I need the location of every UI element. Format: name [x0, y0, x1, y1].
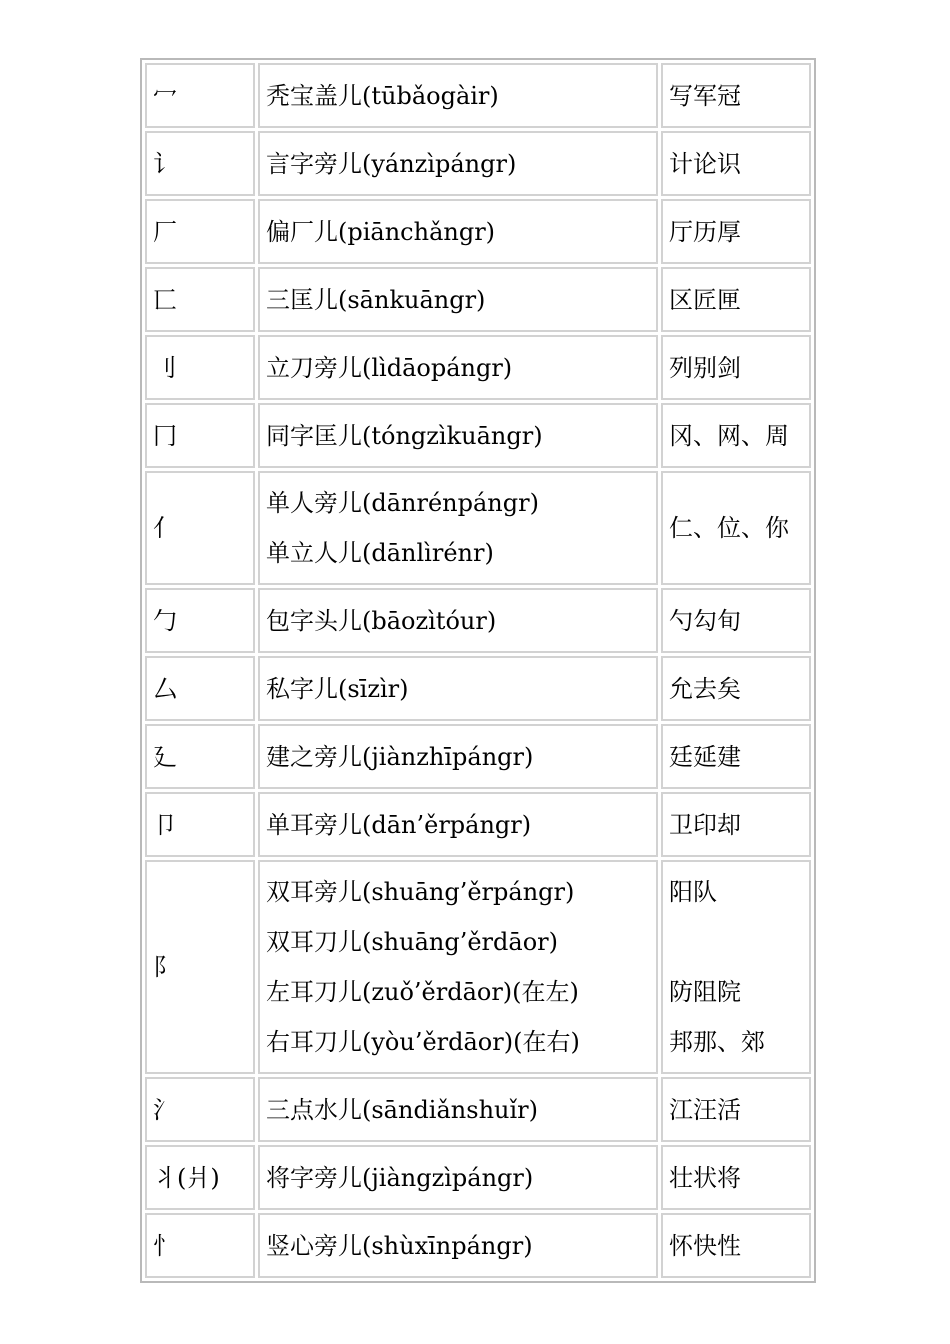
radical-table-body — [145, 63, 811, 1278]
example-chars-cell — [661, 1077, 811, 1142]
table-row — [145, 656, 811, 721]
radical-name-line: 双耳旁儿(shuāng’ěrpángr) — [266, 878, 575, 906]
radical-cell: 冂 — [145, 403, 255, 468]
example-chars-cell — [661, 199, 811, 264]
radical-name-line: 双耳刀儿(shuāng’ěrdāor) — [266, 928, 558, 956]
table-row — [145, 335, 811, 400]
table-row — [145, 403, 811, 468]
example-chars-line — [669, 917, 809, 967]
example-chars-cell — [661, 267, 811, 332]
example-chars-line: 阳队 — [669, 878, 717, 906]
example-chars-line: 列别剑 — [669, 353, 741, 382]
radical-name-line: 私字儿(sīzìr) — [266, 674, 409, 703]
table-row — [145, 199, 811, 264]
radical-name-line: 包字头儿(bāozìtóur) — [266, 606, 497, 635]
radical-name-line: 同字匡儿(tóngzìkuāngr) — [266, 421, 543, 450]
radical-name-line: 秃宝盖儿(tūbǎogàir) — [266, 81, 499, 110]
radical-cell: 氵 — [145, 1077, 255, 1142]
radical-name-line: 单立人儿(dānlìrénr) — [266, 539, 494, 567]
radical-name-cell — [258, 724, 658, 789]
radical-cell: 忄 — [145, 1213, 255, 1278]
example-chars-cell — [661, 471, 811, 585]
radical-name-cell — [258, 403, 658, 468]
radical-name-line: 单耳旁儿(dān’ěrpángr) — [266, 810, 532, 839]
example-chars-cell — [661, 335, 811, 400]
radical-name-line: 立刀旁儿(lìdāopángr) — [266, 353, 513, 382]
table-row — [145, 1145, 811, 1210]
radical-name-cell — [258, 131, 658, 196]
radical-name-cell — [258, 1077, 658, 1142]
radical-cell: 勹 — [145, 588, 255, 653]
table-row — [145, 471, 811, 585]
radical-table — [140, 58, 816, 1283]
example-chars-cell — [661, 724, 811, 789]
radical-cell: 刂 — [145, 335, 255, 400]
radical-name-cell — [258, 267, 658, 332]
radical-name-cell — [258, 792, 658, 857]
radical-cell: 讠 — [145, 131, 255, 196]
table-row — [145, 588, 811, 653]
example-chars-line: 允去矣 — [669, 674, 741, 703]
radical-cell: 卩 — [145, 792, 255, 857]
radical-name-line: 三匡儿(sānkuāngr) — [266, 285, 486, 314]
radical-cell: 匸 — [145, 267, 255, 332]
radical-name-cell — [258, 63, 658, 128]
example-chars-cell — [661, 1213, 811, 1278]
table-row — [145, 792, 811, 857]
radical-name-line: 单人旁儿(dānrénpángr) — [266, 489, 539, 517]
radical-name-cell — [258, 656, 658, 721]
example-chars-line: 壮状将 — [669, 1163, 741, 1192]
radical-cell: 丬(爿) — [145, 1145, 255, 1210]
radical-name-line: 竖心旁儿(shùxīnpángr) — [266, 1231, 533, 1260]
table-row — [145, 724, 811, 789]
example-chars-cell — [661, 131, 811, 196]
example-chars-line: 区匠匣 — [669, 285, 741, 314]
table-row — [145, 860, 811, 1074]
radical-cell: 厂 — [145, 199, 255, 264]
example-chars-line: 江汪活 — [669, 1095, 741, 1124]
radical-name-cell — [258, 471, 658, 585]
example-chars-cell — [661, 792, 811, 857]
radical-name-line: 左耳刀儿(zuǒ’ěrdāor)(在左) — [266, 978, 579, 1006]
radical-cell: 冖 — [145, 63, 255, 128]
example-chars-line: 仁、位、你 — [669, 514, 789, 542]
example-chars-line: 邦那、郊 — [669, 1028, 765, 1056]
radical-name-line: 右耳刀儿(yòu’ěrdāor)(在右) — [266, 1028, 580, 1056]
radical-name-cell — [258, 1145, 658, 1210]
radical-name-line: 建之旁儿(jiànzhīpángr) — [266, 742, 534, 771]
radical-name-cell — [258, 860, 658, 1074]
table-row — [145, 1077, 811, 1142]
radical-name-line: 偏厂儿(piānchǎngr) — [266, 217, 496, 246]
radical-cell: 阝 — [145, 860, 255, 1074]
table-row — [145, 63, 811, 128]
example-chars-cell — [661, 1145, 811, 1210]
example-chars-cell — [661, 63, 811, 128]
example-chars-cell — [661, 588, 811, 653]
radical-name-line: 将字旁儿(jiàngzìpángr) — [266, 1163, 534, 1192]
table-row — [145, 1213, 811, 1278]
example-chars-line: 冈、网、周 — [669, 421, 789, 450]
example-chars-line: 防阻院 — [669, 978, 741, 1006]
example-chars-cell — [661, 403, 811, 468]
radical-name-cell — [258, 335, 658, 400]
example-chars-cell — [661, 860, 811, 1074]
radical-cell: 厶 — [145, 656, 255, 721]
table-row — [145, 131, 811, 196]
radical-name-cell — [258, 1213, 658, 1278]
example-chars-line: 廷延建 — [669, 742, 741, 771]
radical-name-line: 三点水儿(sāndiǎnshuǐr) — [266, 1095, 538, 1124]
radical-cell: 廴 — [145, 724, 255, 789]
example-chars-line: 怀快性 — [669, 1231, 741, 1260]
example-chars-line: 勺勾旬 — [669, 606, 741, 635]
table-row — [145, 267, 811, 332]
example-chars-cell — [661, 656, 811, 721]
example-chars-line: 厅历厚 — [669, 217, 741, 246]
radical-cell: 亻 — [145, 471, 255, 585]
example-chars-line: 卫印却 — [669, 810, 741, 839]
example-chars-line: 计论识 — [669, 149, 741, 178]
radical-name-line: 言字旁儿(yánzìpángr) — [266, 149, 517, 178]
radical-name-cell — [258, 199, 658, 264]
radical-name-cell — [258, 588, 658, 653]
example-chars-line: 写军冠 — [669, 81, 741, 110]
